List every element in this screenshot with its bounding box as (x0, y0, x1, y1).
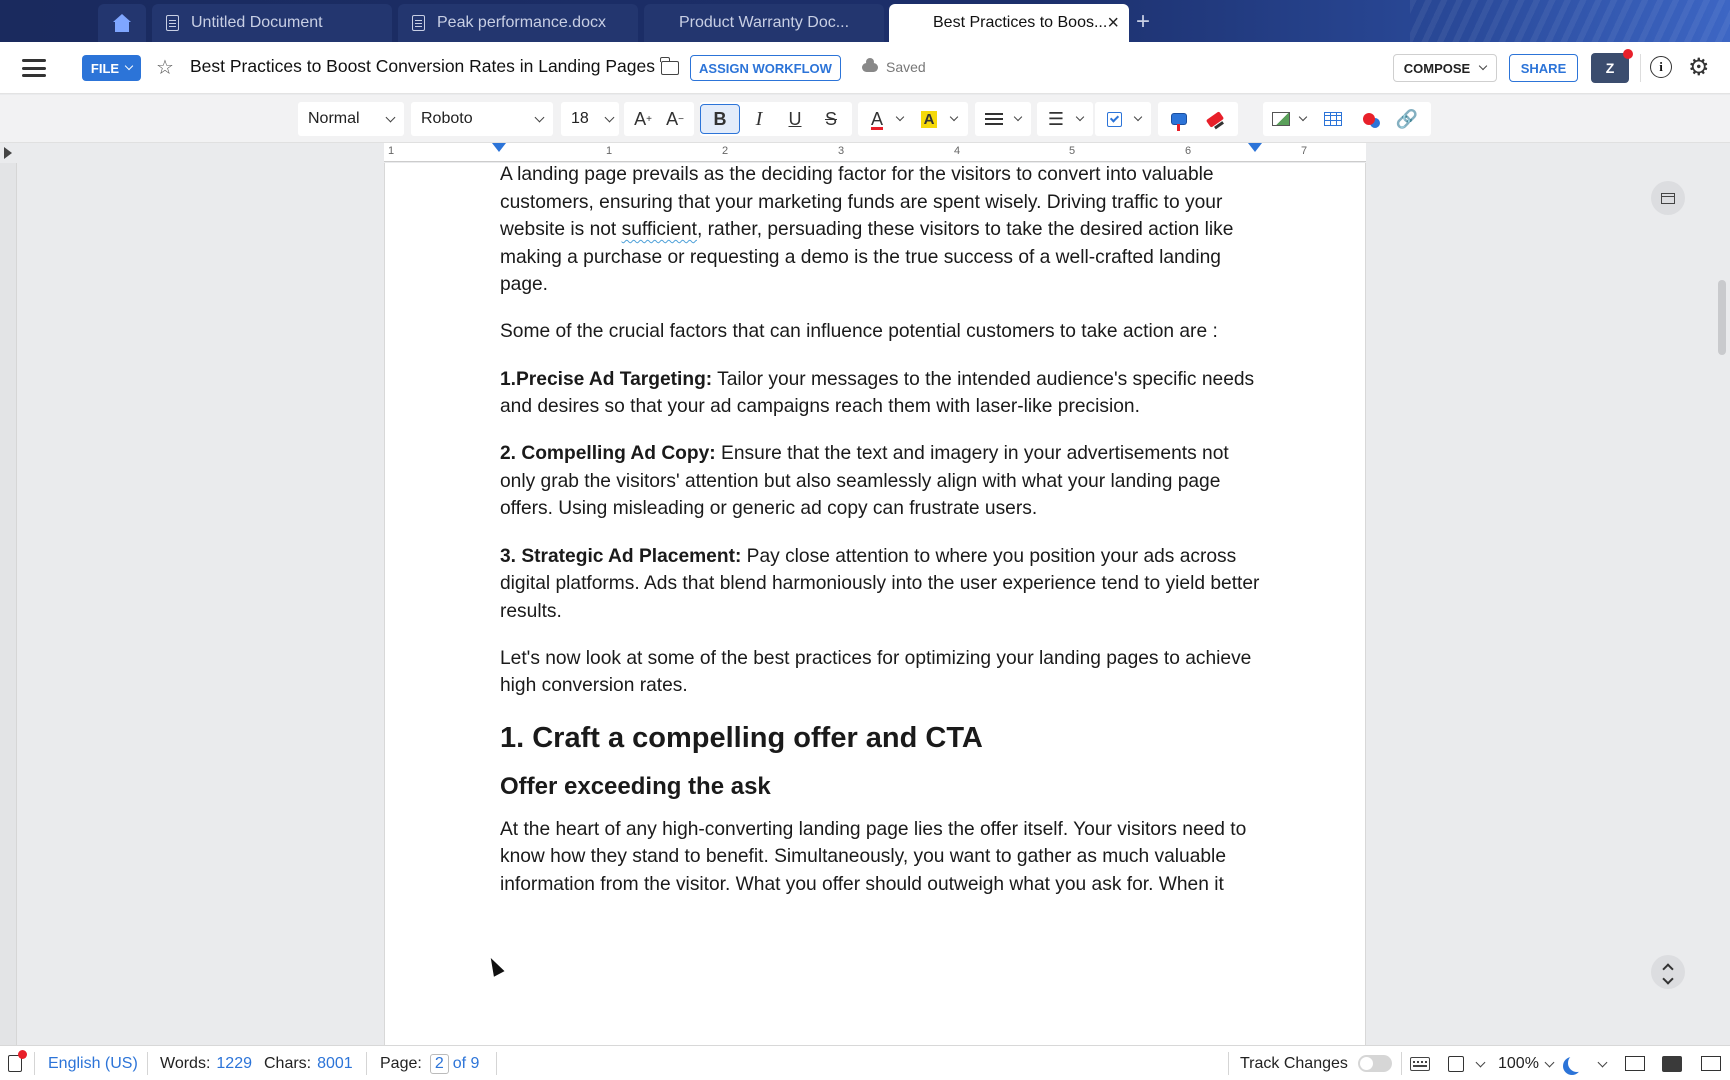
tab-bar (0, 0, 1730, 42)
language-selector[interactable]: English (US) (48, 1054, 138, 1072)
divider (147, 1052, 148, 1075)
chevron-down-icon[interactable] (1129, 102, 1147, 136)
bold-icon[interactable]: B (700, 104, 740, 134)
chevron-down-icon (1479, 62, 1487, 70)
sidebar-toggle-icon[interactable] (4, 147, 12, 159)
save-options-icon[interactable] (1448, 1056, 1464, 1072)
font-size-select[interactable] (561, 102, 619, 136)
list-group (1037, 102, 1093, 136)
save-status-label: Saved (886, 59, 926, 75)
align-left-icon[interactable] (979, 102, 1009, 136)
chevron-down-icon (1662, 973, 1673, 984)
highlight-color-icon[interactable]: A (914, 102, 944, 136)
assign-workflow-button[interactable]: ASSIGN WORKFLOW (690, 55, 841, 81)
text-style-group (700, 102, 852, 136)
save-status (862, 59, 926, 75)
cloud-icon (862, 63, 878, 72)
notification-dot (1623, 49, 1633, 59)
paragraph-style-select[interactable] (298, 102, 404, 136)
chevron-down-icon (386, 112, 396, 122)
divider (1228, 1052, 1229, 1075)
tab-label: Best Practices to Boos... (933, 14, 1108, 31)
file-menu-button[interactable] (82, 55, 141, 81)
document-body[interactable] (500, 163, 1260, 918)
track-changes-toggle[interactable] (1358, 1055, 1392, 1072)
ruler-number: 4 (954, 145, 961, 157)
chevron-down-icon[interactable] (1545, 1058, 1555, 1068)
track-changes[interactable] (1240, 1046, 1392, 1080)
star-icon[interactable]: ☆ (156, 57, 174, 79)
scrollbar-thumb[interactable] (1718, 280, 1726, 355)
zia-assistant-button[interactable] (1591, 53, 1629, 83)
paragraph-style-value: Normal (308, 110, 360, 127)
compose-button[interactable] (1393, 54, 1497, 82)
divider (34, 1052, 35, 1075)
font-size-adjust-group (624, 102, 694, 136)
mail-icon[interactable] (1701, 1056, 1721, 1071)
new-tab-icon[interactable]: + (1136, 8, 1151, 35)
zoom-value: 100% (1498, 1054, 1539, 1072)
word-count-value: 1229 (216, 1054, 252, 1072)
ruler-number: 6 (1185, 145, 1192, 157)
insert-image-icon[interactable] (1267, 102, 1295, 136)
increase-font-size-icon[interactable]: A + (634, 108, 652, 129)
right-indent-marker[interactable] (1248, 143, 1262, 152)
page-total: of 9 (452, 1054, 480, 1072)
folder-icon[interactable] (661, 61, 679, 75)
chevron-down-icon (535, 112, 545, 122)
home-tab[interactable] (98, 4, 146, 42)
left-margin-panel (0, 163, 17, 1045)
compose-label: COMPOSE (1403, 60, 1471, 76)
paint-format-icon[interactable] (1162, 102, 1196, 136)
paragraph: Some of the crucial factors that can influence potential customers to take action are : (500, 321, 1218, 343)
info-icon[interactable]: i (1650, 56, 1672, 78)
paint-group (1158, 102, 1238, 136)
divider (496, 1052, 497, 1075)
page-navigation-button[interactable] (1651, 955, 1685, 989)
list-item: 2. Compelling Ad Copy: Ensure that the text and imagery in your advertisements not only grab the visitors' attention but also seamlessly align with what your landing page offers. Using misleading or generic ad copy can frustrate users. (500, 443, 1229, 520)
tab-best-practices[interactable] (889, 4, 1129, 42)
ruler-bar (0, 143, 1730, 163)
heading-2: Offer exceeding the ask (500, 772, 771, 800)
color-group (858, 102, 968, 136)
chevron-down-icon[interactable] (946, 102, 962, 136)
reading-view-icon[interactable] (1662, 1056, 1682, 1072)
document-page[interactable] (384, 163, 1366, 1045)
zia-icon: Z (1605, 60, 1615, 76)
font-color-icon[interactable]: A (870, 108, 883, 129)
document-icon (412, 15, 425, 31)
paragraph: Let's now look at some of the best practices for optimizing your landing pages to achieve high conversion rates. (500, 647, 1252, 697)
clear-format-icon[interactable] (1198, 102, 1232, 136)
share-button[interactable]: SHARE (1509, 54, 1578, 82)
decrease-font-size-icon[interactable]: A − (666, 108, 684, 129)
page-layout-button[interactable] (1651, 181, 1685, 215)
bullet-list-icon[interactable]: ☰ (1047, 108, 1065, 129)
font-size-value: 18 (571, 110, 589, 127)
dark-mode-icon[interactable] (1568, 1054, 1586, 1072)
tab-product-warranty[interactable] (644, 4, 884, 42)
char-count-value: 8001 (317, 1054, 353, 1072)
file-menu-label: FILE (90, 60, 120, 76)
chevron-down-icon[interactable] (1295, 102, 1311, 136)
font-family-select[interactable] (411, 102, 553, 136)
list-item: 3. Strategic Ad Placement: Pay close attention to where you position your ads across digital platforms. Ads that blend harmoniously into the user experience tend to yield better results. (500, 545, 1260, 622)
document-icon (166, 15, 179, 31)
insert-link-icon[interactable]: 🔗 (1395, 108, 1419, 129)
track-changes-label: Track Changes (1240, 1054, 1348, 1072)
chevron-down-icon[interactable] (1598, 1058, 1608, 1068)
chevron-down-icon[interactable] (1009, 102, 1027, 136)
strikethrough-icon[interactable]: S (824, 108, 837, 129)
document-header (0, 42, 1730, 94)
ruler-number: 1 (606, 145, 613, 157)
chevron-down-icon[interactable] (1476, 1058, 1486, 1068)
list-item: 1.Precise Ad Targeting: Tailor your messages to the intended audience's specific needs and desires so that your ad campaigns reach them with laser-like precision. (500, 368, 1255, 418)
zoom-select[interactable] (1498, 1046, 1539, 1080)
ruler-number: 1 (388, 145, 395, 157)
chevron-down-icon[interactable] (892, 102, 908, 136)
divider (1640, 54, 1641, 82)
ruler-number: 5 (1069, 145, 1076, 157)
ruler-number: 7 (1301, 145, 1308, 157)
horizontal-ruler[interactable] (384, 143, 1366, 162)
chevron-down-icon (125, 62, 133, 70)
print-layout-icon[interactable] (1625, 1056, 1645, 1071)
document-error-icon[interactable] (8, 1055, 22, 1072)
close-tab-icon[interactable]: × (1107, 11, 1119, 34)
ruler-number: 3 (838, 145, 845, 157)
chevron-down-icon (605, 112, 615, 122)
divider (1401, 1052, 1402, 1075)
insert-table-icon[interactable] (1317, 102, 1349, 136)
italic-icon[interactable]: I (755, 107, 763, 130)
formatting-toolbar (0, 95, 1730, 143)
tab-label: Untitled Document (191, 14, 323, 31)
divider (366, 1052, 367, 1075)
checklist-group (1095, 102, 1151, 136)
alignment-group (975, 102, 1031, 136)
misspelled-word[interactable]: sufficient (621, 219, 697, 241)
tab-untitled-document[interactable] (152, 4, 392, 42)
font-family-value: Roboto (421, 110, 473, 127)
keyboard-icon[interactable] (1410, 1057, 1430, 1071)
tab-label: Product Warranty Doc... (678, 14, 850, 31)
page-number-input[interactable]: 2 (430, 1054, 449, 1074)
paragraph: A landing page prevails as the deciding factor for the visitors to convert into valuable customers, ensuring that your marketing funds are spent wisely. Driving traffic to your website is not sufficient, rather, persuading these visitors to take the desired action like making a purchase or requesting a demo is the true success of a well-crafted landing page. (500, 164, 1234, 296)
layout-icon (1661, 193, 1675, 204)
paragraph: At the heart of any high-converting landing page lies the offer itself. Your visitors need to know how they stand to benefit. Simultaneously, you want to gather as much valuable information from the visitor. What you offer should outweigh what you ask for. When it (500, 818, 1247, 895)
home-icon (112, 14, 132, 32)
heading-1: 1. Craft a compelling offer and CTA (500, 721, 983, 754)
tab-label: Peak performance.docx (437, 14, 606, 31)
insert-group (1263, 102, 1431, 136)
status-bar (0, 1045, 1730, 1080)
gear-icon[interactable]: ⚙ (1688, 54, 1710, 81)
hamburger-menu-icon[interactable] (22, 59, 46, 77)
ruler-number: 2 (722, 145, 729, 157)
checkbox-list-icon[interactable] (1099, 102, 1129, 136)
insert-shape-icon[interactable] (1353, 102, 1385, 136)
chevron-down-icon[interactable] (1071, 102, 1089, 136)
left-indent-marker[interactable] (492, 143, 506, 152)
word-count[interactable]: Words: 1229 Chars: 8001 (160, 1054, 353, 1072)
page-indicator[interactable]: Page: 2 of 9 (380, 1054, 480, 1072)
underline-icon[interactable]: U (788, 108, 802, 129)
tab-peak-performance[interactable] (398, 4, 638, 42)
document-title[interactable]: Best Practices to Boost Conversion Rates in Landing Pages (190, 56, 655, 76)
